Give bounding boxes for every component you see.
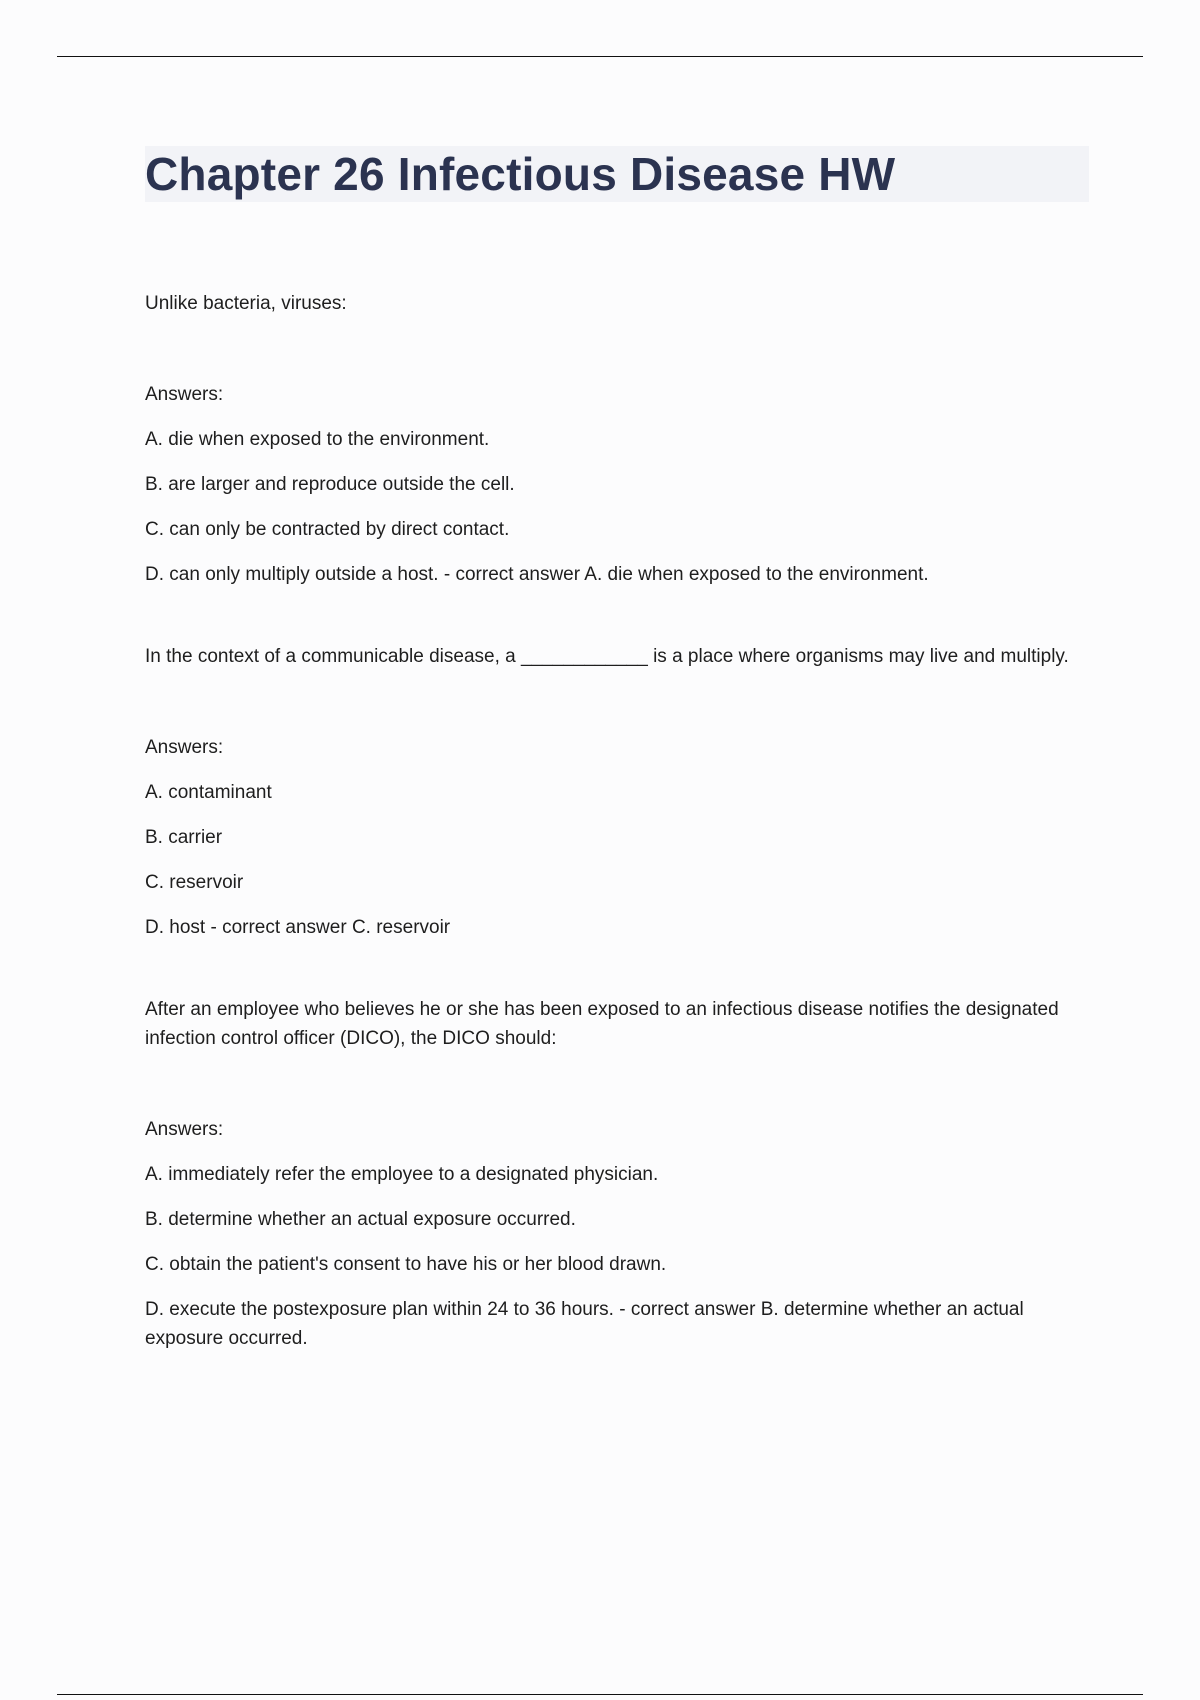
question-text: In the context of a communicable disease, a ____________ is a place where organisms may live and multiply. [145, 646, 1069, 667]
answer-option: C. obtain the patient's consent to have his or her blood drawn. [145, 1254, 667, 1275]
question-text: After an employee who believes he or she has been exposed to an infectious disease notifies the designated infection control officer (DICO), the DICO should: [145, 999, 1059, 1049]
answers-label: Answers: [145, 384, 224, 405]
answer-option: D. execute the postexposure plan within 24 to 36 hours. - correct answer B. determine whether an actual exposure occurred. [145, 1299, 1024, 1349]
answer-option: D. can only multiply outside a host. - correct answer A. die when exposed to the environment. [145, 564, 929, 585]
answer-option: A. immediately refer the employee to a designated physician. [145, 1164, 659, 1185]
question-1 [145, 289, 1089, 589]
answers-label: Answers: [145, 737, 224, 758]
page-title: Chapter 26 Infectious Disease HW [145, 148, 896, 200]
answer-option: C. reservoir [145, 872, 244, 893]
question-3 [145, 995, 1089, 1353]
answers-label: Answers: [145, 1119, 224, 1140]
answer-option: B. determine whether an actual exposure occurred. [145, 1209, 576, 1230]
answer-option: A. die when exposed to the environment. [145, 429, 490, 450]
bottom-rule [57, 1694, 1143, 1695]
answer-option: A. contaminant [145, 782, 272, 803]
question-2 [145, 642, 1089, 942]
question-text: Unlike bacteria, viruses: [145, 293, 347, 314]
answer-option: D. host - correct answer C. reservoir [145, 917, 451, 938]
answer-option: C. can only be contracted by direct contact. [145, 519, 510, 540]
answer-option: B. are larger and reproduce outside the cell. [145, 474, 515, 495]
answer-option: B. carrier [145, 827, 223, 848]
question-list [145, 289, 1089, 1353]
top-rule [57, 56, 1143, 57]
